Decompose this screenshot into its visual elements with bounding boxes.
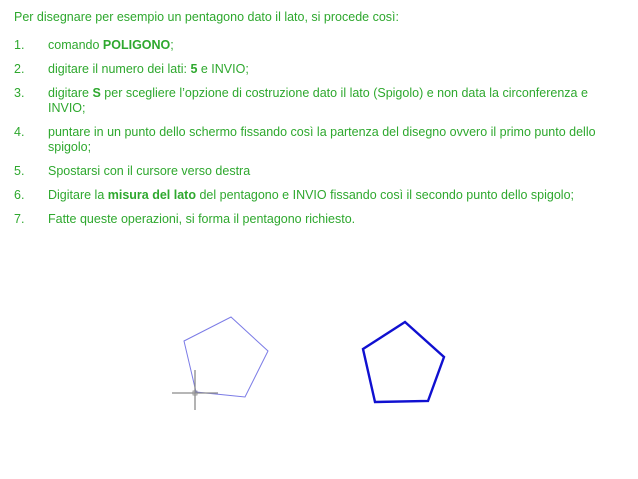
- step-item: [14, 86, 624, 116]
- step-number: 5.: [14, 164, 25, 178]
- pentagon-illustration: [0, 300, 638, 410]
- step-text-part: comando: [48, 38, 103, 52]
- step-text-part: puntare in un punto dello schermo fissando così la partenza del disegno ovvero il primo punto dello spigolo;: [48, 125, 596, 154]
- step-text-part: Spostarsi con il cursore verso destra: [48, 164, 251, 178]
- step-text-bold: 5: [190, 62, 198, 76]
- intro-text: Per disegnare per esempio un pentagono dato il lato, si procede così:: [14, 10, 399, 24]
- step-number: 1.: [14, 38, 25, 52]
- step-number: 6.: [14, 188, 25, 202]
- step-text-part: digitare il numero dei lati:: [48, 62, 191, 76]
- step-text: [48, 125, 596, 154]
- step-text: [48, 62, 249, 76]
- step-text-part: del pentagono e INVIO fissando così il secondo punto dello spigolo;: [195, 188, 575, 202]
- step-text-bold: misura del lato: [107, 188, 196, 202]
- step-item: [14, 38, 624, 53]
- steps-list: [14, 38, 624, 236]
- step-text: [48, 188, 574, 202]
- step-text-part: Fatte queste operazioni, si forma il pentagono richiesto.: [48, 212, 356, 226]
- step-item: [14, 164, 624, 179]
- step-item: [14, 212, 624, 227]
- step-number: 4.: [14, 125, 25, 139]
- step-text-part: digitare: [48, 86, 93, 100]
- step-item: [14, 62, 624, 77]
- step-number: 7.: [14, 212, 25, 226]
- pentagon-final: [363, 322, 444, 402]
- step-number: 3.: [14, 86, 25, 100]
- step-text: [48, 212, 355, 226]
- step-text-part: e INVIO;: [197, 62, 249, 76]
- step-text: [48, 164, 250, 178]
- pentagon-preview: [184, 317, 268, 397]
- step-text-part: ;: [170, 38, 174, 52]
- step-item: [14, 125, 624, 155]
- step-text: [48, 38, 174, 52]
- step-text-bold: S: [92, 86, 101, 100]
- step-text: [48, 86, 588, 115]
- step-text-part: Digitare la: [48, 188, 108, 202]
- crosshair-cursor-icon: [172, 370, 218, 410]
- step-text-part: per scegliere l’opzione di costruzione dato il lato (Spigolo) e non data la circonferenza e INVIO;: [48, 86, 588, 115]
- step-number: 2.: [14, 62, 25, 76]
- step-item: [14, 188, 624, 203]
- step-text-bold: POLIGONO: [102, 38, 171, 52]
